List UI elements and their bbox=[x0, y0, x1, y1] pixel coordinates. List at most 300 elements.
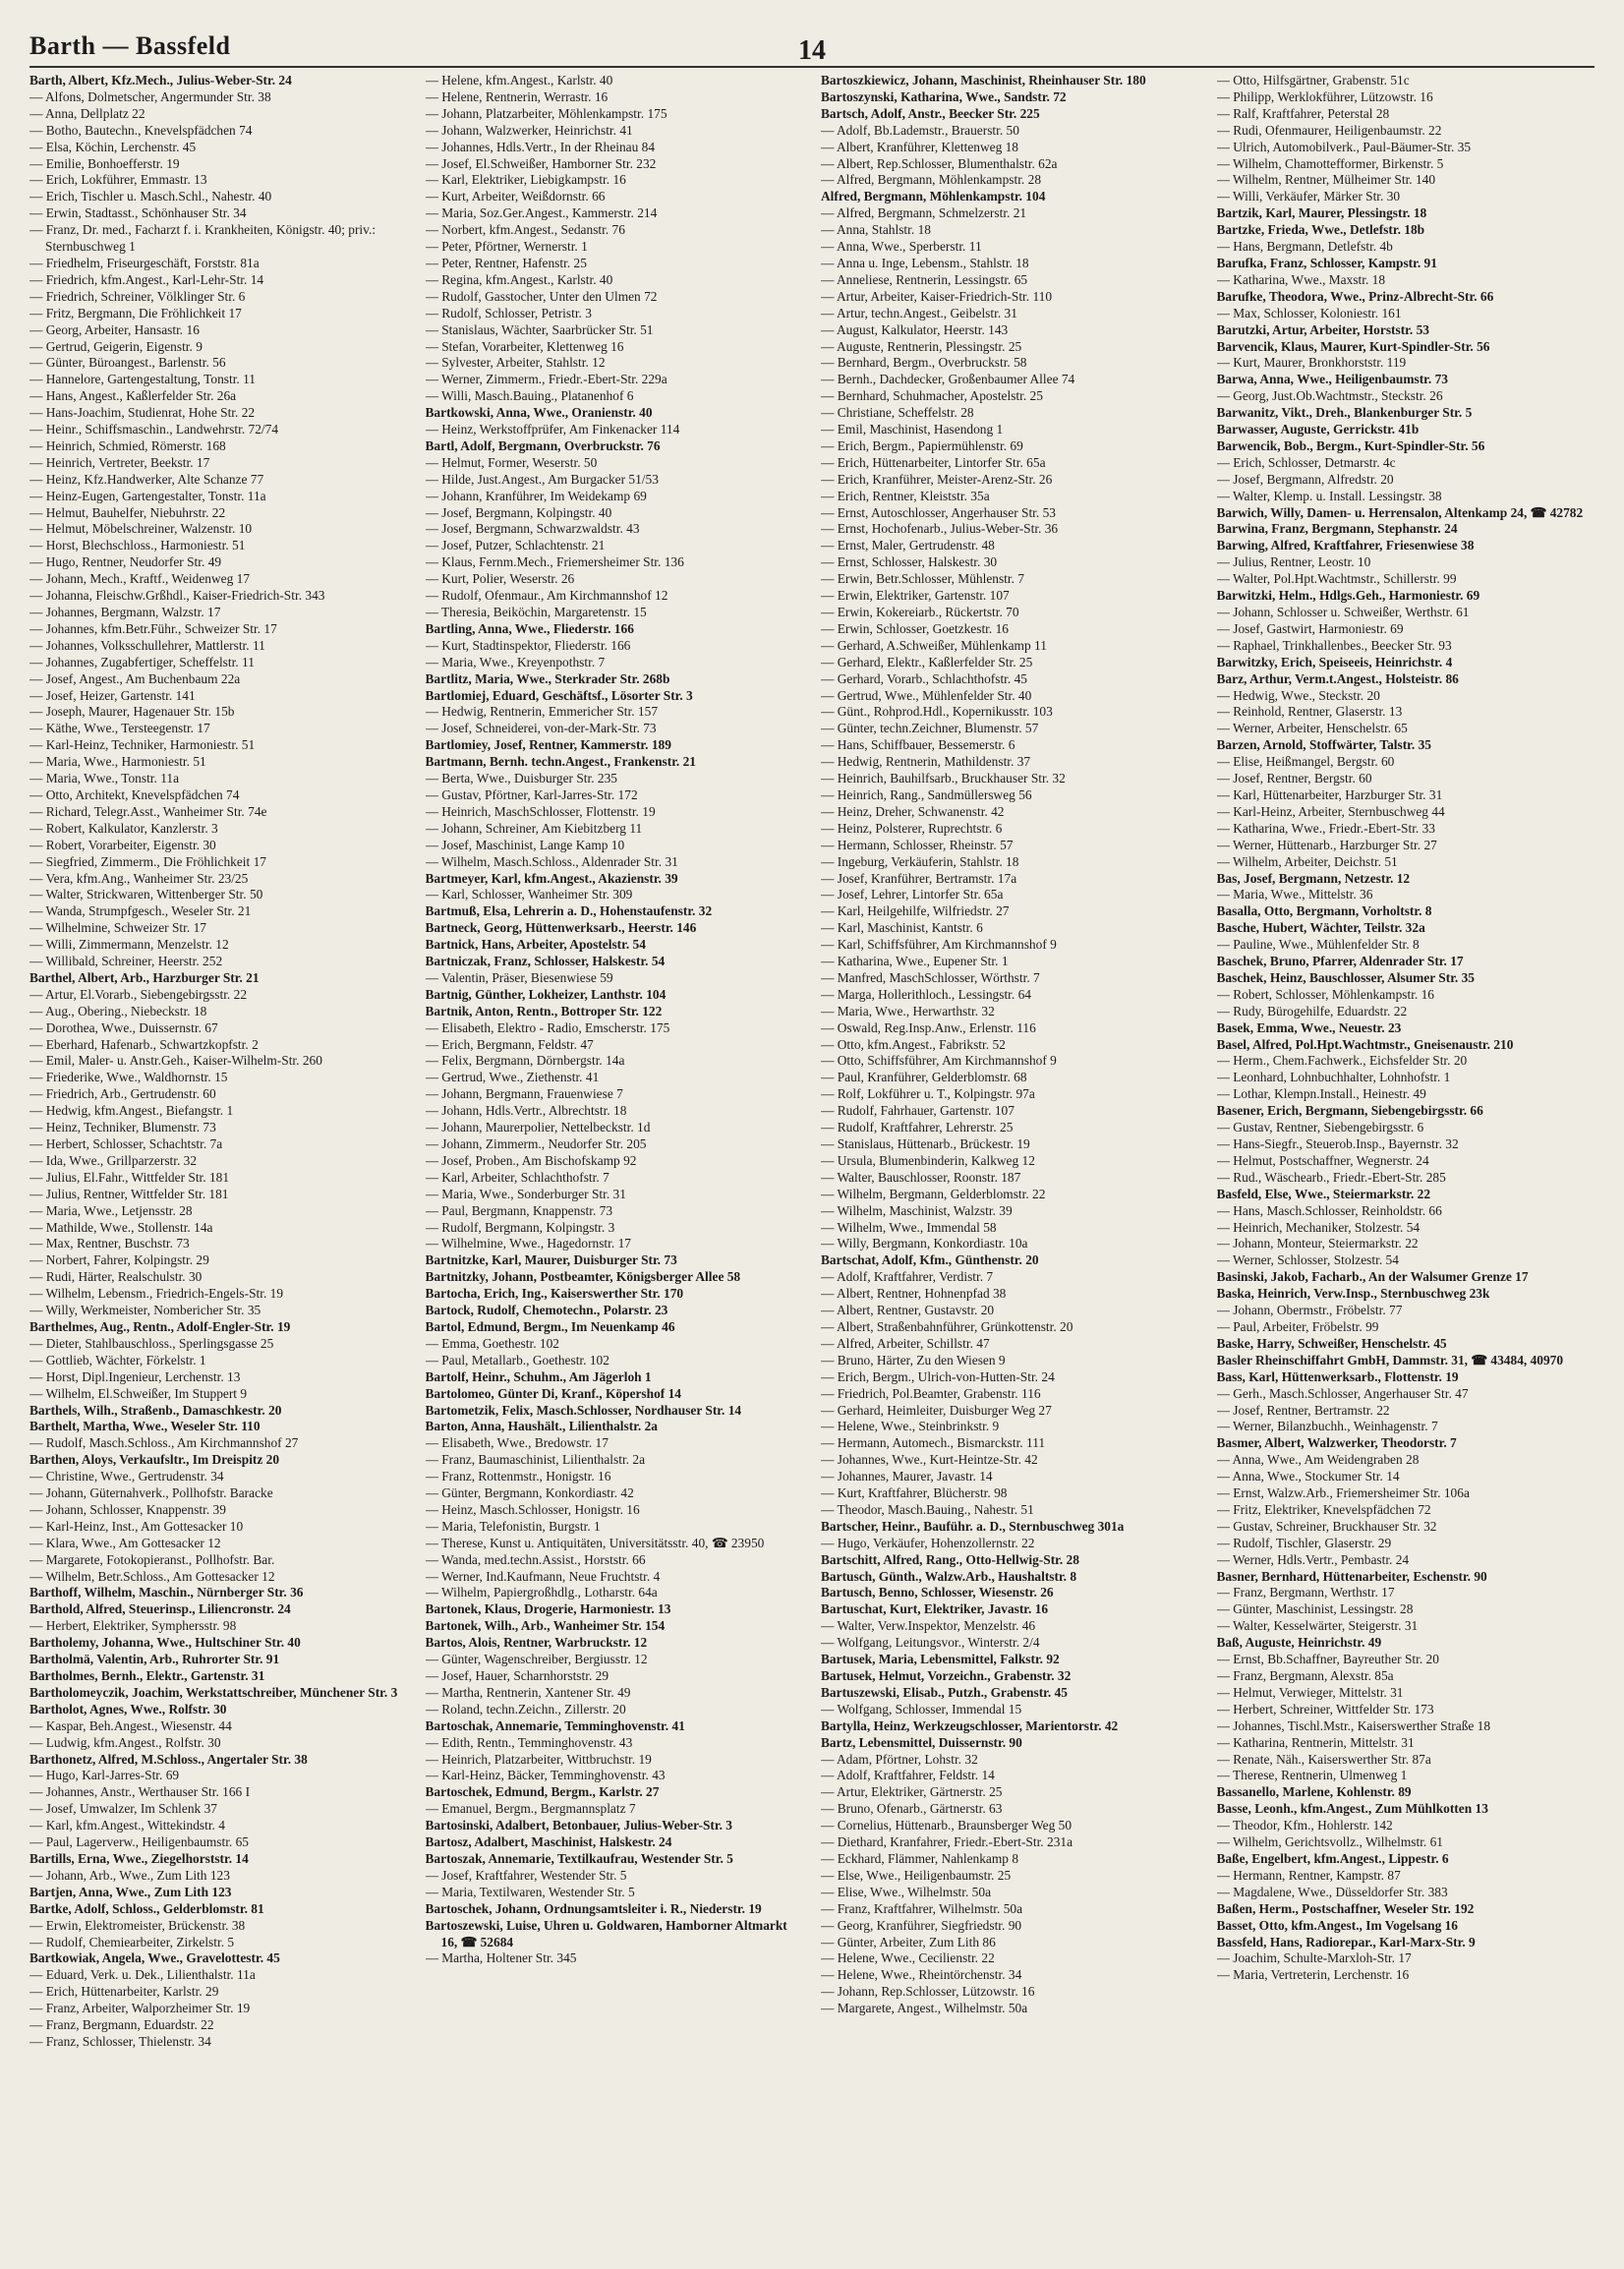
directory-entry: — Rudolf, Gasstocher, Unter den Ulmen 72 bbox=[425, 288, 658, 304]
directory-entry: Bartlomiey, Josef, Rentner, Kammerstr. 189 bbox=[425, 737, 671, 753]
directory-entry: Bartscher, Heinr., Bauführ. a. D., Sternbuschweg 301a bbox=[821, 1518, 1125, 1534]
directory-entry: — Franz, Dr. med., Facharzt f. i. Krankheiten, Königstr. 40; priv.: Sternbuschweg 1 bbox=[29, 222, 377, 255]
directory-entry: Bartoschek, Edmund, Bergm., Karlstr. 27 bbox=[425, 1784, 660, 1800]
directory-entry: — Eberhard, Hafenarb., Schwartzkopfstr. 2 bbox=[29, 1036, 259, 1052]
directory-entry: — Gustav, Rentner, Siebengebirgsstr. 6 bbox=[1216, 1120, 1424, 1135]
directory-entry: — Gertrud, Wwe., Ziethenstr. 41 bbox=[425, 1070, 600, 1085]
directory-entry: — Wilhelm, Bergmann, Gelderblomstr. 22 bbox=[821, 1186, 1046, 1201]
header-rule bbox=[29, 66, 1595, 68]
directory-entry: — Erich, Rentner, Kleiststr. 35a bbox=[821, 488, 990, 503]
directory-entry: — Günt., Rohprod.Hdl., Kopernikusstr. 103 bbox=[821, 704, 1053, 720]
directory-entry: Barwich, Willy, Damen- u. Herrensalon, Altenkamp 24, ☎ 42782 bbox=[1216, 504, 1584, 520]
directory-entry: — Hans-Joachim, Studienrat, Hohe Str. 22 bbox=[29, 405, 256, 421]
directory-entry: — Julius, El.Fahr., Wittfelder Str. 181 bbox=[29, 1169, 230, 1185]
directory-entry: — Christiane, Scheffelstr. 28 bbox=[821, 405, 974, 421]
directory-entry: Bartlomiej, Eduard, Geschäftsf., Lösorter Str. 3 bbox=[425, 687, 693, 703]
directory-entry: — Renate, Näh., Kaiserswerther Str. 87a bbox=[1216, 1751, 1431, 1767]
directory-entry: — Johann, Güternahverk., Pollhofstr. Baracke bbox=[29, 1485, 273, 1501]
directory-entry: Bartonek, Wilh., Arb., Wanheimer Str. 154 bbox=[425, 1618, 666, 1634]
directory-entry: — Gottlieb, Wächter, Förkelstr. 1 bbox=[29, 1352, 206, 1367]
directory-entry: Bartschat, Adolf, Kfm., Günthenstr. 20 bbox=[821, 1252, 1039, 1268]
directory-entry: — Josef, Bergmann, Alfredstr. 20 bbox=[1216, 471, 1394, 487]
directory-entry: — Franz, Bergmann, Eduardstr. 22 bbox=[29, 2017, 214, 2033]
directory-entry: — Dorothea, Wwe., Duissernstr. 67 bbox=[29, 1019, 218, 1035]
directory-entry: — Anna, Wwe., Stockumer Str. 14 bbox=[1216, 1469, 1400, 1484]
directory-entry: Bartholmä, Valentin, Arb., Ruhrorter Str. 91 bbox=[29, 1652, 280, 1667]
directory-entry: — Wilhelm, Betr.Schloss., Am Gottesacker 12 bbox=[29, 1568, 275, 1584]
directory-entry: — Erich, Kranführer, Meister-Arenz-Str. 26 bbox=[821, 471, 1053, 487]
directory-entry: — Martha, Rentnerin, Xantener Str. 49 bbox=[425, 1684, 631, 1700]
directory-entry: — Kaspar, Beh.Angest., Wiesenstr. 44 bbox=[29, 1717, 232, 1733]
directory-entry: — Heinz, Kfz.Handwerker, Alte Schanze 77 bbox=[29, 471, 264, 487]
directory-entry: — Ernst, Bb.Schaffner, Bayreuther Str. 20 bbox=[1216, 1652, 1439, 1667]
directory-entry: Bartholomeyczik, Joachim, Werkstattschreiber, Münchener Str. 3 bbox=[29, 1684, 398, 1700]
directory-entry: — Anna, Wwe., Sperberstr. 11 bbox=[821, 239, 982, 255]
directory-entry: — Josef, Putzer, Schlachtenstr. 21 bbox=[425, 538, 606, 553]
directory-entry: — Walter, Pol.Hpt.Wachtmstr., Schillerstr. 99 bbox=[1216, 571, 1457, 587]
directory-entry: — Karl, Hüttenarbeiter, Harzburger Str. 31 bbox=[1216, 786, 1443, 802]
directory-entry: — Elisabeth, Wwe., Bredowstr. 17 bbox=[425, 1435, 609, 1451]
directory-entry: — Kurt, Polier, Weserstr. 26 bbox=[425, 571, 575, 587]
directory-entry: — Albert, Rentner, Gustavstr. 20 bbox=[821, 1303, 995, 1318]
directory-entry: — Werner, Ind.Kaufmann, Neue Fruchtstr. 4 bbox=[425, 1568, 661, 1584]
directory-entry: — Karl-Heinz, Techniker, Harmoniestr. 51 bbox=[29, 737, 256, 753]
directory-entry: — Martha, Holtener Str. 345 bbox=[425, 1950, 577, 1966]
directory-entry: — Anneliese, Rentnerin, Lessingstr. 65 bbox=[821, 271, 1028, 287]
directory-entry: — Anna, Stahlstr. 18 bbox=[821, 222, 931, 238]
directory-entry: — Fritz, Elektriker, Knevelspfädchen 72 bbox=[1216, 1501, 1431, 1517]
directory-entry: — Erwin, Schlosser, Goetzkestr. 16 bbox=[821, 620, 1009, 636]
directory-entry: Bassanello, Marlene, Kohlenstr. 89 bbox=[1216, 1784, 1412, 1800]
directory-entry: — Bruno, Härter, Zu den Wiesen 9 bbox=[821, 1352, 1006, 1367]
directory-entry: — Erich, Bergmann, Feldstr. 47 bbox=[425, 1036, 594, 1052]
directory-entry: — Karl-Heinz, Arbeiter, Sternbuschweg 44 bbox=[1216, 803, 1445, 819]
directory-entry: — Alfred, Bergmann, Schmelzerstr. 21 bbox=[821, 205, 1027, 221]
directory-entry: — Herbert, Schlosser, Schachtstr. 7a bbox=[29, 1136, 223, 1151]
directory-entry: — August, Kalkulator, Heerstr. 143 bbox=[821, 321, 1009, 337]
directory-entry: — Josef, Bergmann, Kolpingstr. 40 bbox=[425, 504, 612, 520]
directory-entry: — Wilhelm, Gerichtsvollz., Wilhelmstr. 61 bbox=[1216, 1834, 1444, 1850]
directory-entry: — Erich, Tischler u. Masch.Schl., Nahestr. 40 bbox=[29, 189, 272, 204]
directory-entry: — Franz, Bergmann, Werthstr. 17 bbox=[1216, 1585, 1395, 1600]
directory-columns bbox=[29, 73, 1595, 2251]
directory-entry: — Hedwig, Rentnerin, Emmericher Str. 157 bbox=[425, 704, 659, 720]
directory-entry: — Albert, Straßenbahnführer, Grünkottenstr. 20 bbox=[821, 1318, 1073, 1334]
directory-entry: — Otto, Schiffsführer, Am Kirchmannshof 9 bbox=[821, 1053, 1057, 1069]
directory-entry: Bartholemy, Johanna, Wwe., Hultschiner Str. 40 bbox=[29, 1635, 301, 1651]
directory-entry: — Karl, kfm.Angest., Wittekindstr. 4 bbox=[29, 1818, 225, 1833]
directory-entry: Bartmuß, Elsa, Lehrerin a. D., Hohenstaufenstr. 32 bbox=[425, 903, 713, 919]
directory-entry: Basener, Erich, Bergmann, Siebengebirgsstr. 66 bbox=[1216, 1103, 1483, 1119]
directory-entry: — Maria, Vertreterin, Lerchenstr. 16 bbox=[1216, 1967, 1410, 1983]
directory-entry: Bartocha, Erich, Ing., Kaiserswerther Str. 170 bbox=[425, 1286, 684, 1302]
directory-entry: Bartills, Erna, Wwe., Ziegelhorststr. 14 bbox=[29, 1850, 249, 1866]
directory-entry: — Oswald, Reg.Insp.Anw., Erlenstr. 116 bbox=[821, 1019, 1036, 1035]
directory-entry: Bartjen, Anna, Wwe., Zum Lith 123 bbox=[29, 1884, 232, 1899]
directory-entry: — Klara, Wwe., Am Gottesacker 12 bbox=[29, 1535, 221, 1550]
directory-entry: Barvencik, Klaus, Maurer, Kurt-Spindler-Str. 56 bbox=[1216, 338, 1490, 354]
directory-entry: — Heinrich, Platzarbeiter, Wittbruchstr. 19 bbox=[425, 1751, 652, 1767]
directory-entry: — Ernst, Walzw.Arb., Friemersheimer Str. 106a bbox=[1216, 1485, 1470, 1501]
directory-entry: — Friedhelm, Friseurgeschäft, Forststr. 81a bbox=[29, 255, 260, 270]
directory-entry: Bartnitzky, Johann, Postbeamter, Königsberger Allee 58 bbox=[425, 1269, 741, 1285]
directory-entry: — Erich, Hüttenarbeiter, Karlstr. 29 bbox=[29, 1984, 219, 2000]
directory-entry: Bartneck, Georg, Hüttenwerksarb., Heerstr. 146 bbox=[425, 920, 697, 936]
directory-entry: Barthels, Wilh., Straßenb., Damaschkestr. 20 bbox=[29, 1402, 282, 1418]
directory-entry: — Rudolf, Bergmann, Kolpingstr. 3 bbox=[425, 1219, 615, 1235]
directory-entry: — Hans, Masch.Schlosser, Reinholdstr. 66 bbox=[1216, 1202, 1442, 1218]
directory-entry: — Hugo, Rentner, Neudorfer Str. 49 bbox=[29, 554, 222, 570]
directory-entry: — Josef, Bergmann, Schwarzwaldstr. 43 bbox=[425, 521, 640, 537]
directory-entry: — Gustav, Schreiner, Bruckhauser Str. 32 bbox=[1216, 1518, 1437, 1534]
directory-entry: — Margarete, Fotokopieranst., Pollhofstr. Bar. bbox=[29, 1551, 275, 1567]
directory-entry: — Erwin, Stadtasst., Schönhauser Str. 34 bbox=[29, 205, 247, 221]
directory-entry: — Heinrich, Rang., Sandmüllersweg 56 bbox=[821, 786, 1032, 802]
directory-entry: Bartniczak, Franz, Schlosser, Halskestr. 54 bbox=[425, 954, 666, 969]
directory-entry: — Maria, Wwe., Sonderburger Str. 31 bbox=[425, 1186, 626, 1201]
directory-entry: — Albert, Rep.Schlosser, Blumenthalstr. 62a bbox=[821, 155, 1058, 171]
directory-entry: Bartlitz, Maria, Wwe., Sterkrader Str. 268b bbox=[425, 670, 670, 686]
directory-entry: Barwencik, Bob., Bergm., Kurt-Spindler-Str. 56 bbox=[1216, 437, 1485, 453]
directory-entry: — Johannes, Volksschullehrer, Mattlerstr. 11 bbox=[29, 637, 265, 653]
directory-entry: Bartzke, Frieda, Wwe., Detlefstr. 18b bbox=[1216, 222, 1425, 238]
directory-entry: — Theresia, Beiköchin, Margaretenstr. 15 bbox=[425, 605, 647, 619]
directory-entry: — Maria, Wwe., Tonstr. 11a bbox=[29, 771, 180, 786]
directory-entry: Barutzki, Artur, Arbeiter, Horststr. 53 bbox=[1216, 321, 1429, 337]
directory-entry: — Heinz, Polsterer, Ruprechtstr. 6 bbox=[821, 820, 1003, 836]
directory-entry: — Günter, techn.Zeichner, Blumenstr. 57 bbox=[821, 721, 1039, 736]
directory-entry: — Rudi, Härter, Realschulstr. 30 bbox=[29, 1269, 203, 1285]
directory-entry: — Rudolf, Ofenmaur., Am Kirchmannshof 12 bbox=[425, 588, 668, 604]
directory-entry: — Willi, Masch.Bauing., Platanenhof 6 bbox=[425, 388, 634, 404]
directory-entry: — Auguste, Rentnerin, Plessingstr. 25 bbox=[821, 338, 1022, 354]
directory-entry: — Ernst, Schlosser, Halskestr. 30 bbox=[821, 554, 998, 570]
directory-entry: — Heinz, Masch.Schlosser, Honigstr. 16 bbox=[425, 1501, 640, 1517]
directory-entry: — Wilhelm, Rentner, Mülheimer Str. 140 bbox=[1216, 172, 1436, 188]
directory-entry: Basse, Leonh., kfm.Angest., Zum Mühlkotten 13 bbox=[1216, 1801, 1488, 1817]
directory-entry: — Karl, Maschinist, Kantstr. 6 bbox=[821, 920, 983, 936]
directory-entry: — Werner, Arbeiter, Henschelstr. 65 bbox=[1216, 721, 1408, 736]
directory-entry: Bartuschat, Kurt, Elektriker, Javastr. 16 bbox=[821, 1601, 1049, 1617]
directory-entry: Bartnick, Hans, Arbeiter, Apostelstr. 54 bbox=[425, 937, 646, 953]
directory-entry: — Friedrich, Schreiner, Völklinger Str. 6 bbox=[29, 288, 246, 304]
directory-entry: — Josef, Umwalzer, Im Schlenk 37 bbox=[29, 1801, 217, 1817]
directory-entry: — Bernh., Dachdecker, Großenbaumer Allee 74 bbox=[821, 372, 1075, 387]
directory-entry: — Regina, kfm.Angest., Karlstr. 40 bbox=[425, 271, 613, 287]
directory-entry: Basner, Bernhard, Hüttenarbeiter, Eschenstr. 90 bbox=[1216, 1568, 1487, 1584]
directory-entry: — Josef, Gastwirt, Harmoniestr. 69 bbox=[1216, 620, 1404, 636]
directory-entry: — Willibald, Schreiner, Heerstr. 252 bbox=[29, 954, 223, 969]
directory-entry: — Erich, Bergm., Ulrich-von-Hutten-Str. 24 bbox=[821, 1368, 1055, 1384]
directory-entry: — Maria, Soz.Ger.Angest., Kammerstr. 214 bbox=[425, 205, 658, 221]
directory-entry: — Hermann, Automech., Bismarckstr. 111 bbox=[821, 1435, 1046, 1451]
directory-entry: — Willi, Verkäufer, Märker Str. 30 bbox=[1216, 189, 1401, 204]
directory-entry: — Erich, Schlosser, Detmarstr. 4c bbox=[1216, 454, 1396, 470]
directory-entry: — Hannelore, Gartengestaltung, Tonstr. 11 bbox=[29, 372, 256, 387]
directory-entry: — Emilie, Bonhoefferstr. 19 bbox=[29, 155, 180, 171]
directory-entry: — Johannes, Zugabfertiger, Scheffelstr. 11 bbox=[29, 654, 255, 669]
directory-entry: — Günter, Maschinist, Lessingstr. 28 bbox=[1216, 1601, 1414, 1617]
directory-entry: — Johann, Mech., Kraftf., Weidenweg 17 bbox=[29, 571, 251, 587]
directory-entry: — Maria, Textilwaren, Westender Str. 5 bbox=[425, 1884, 635, 1899]
directory-entry: Barwina, Franz, Bergmann, Stephanstr. 24 bbox=[1216, 521, 1458, 537]
directory-entry: — Friedrich, Pol.Beamter, Grabenstr. 116 bbox=[821, 1385, 1041, 1401]
directory-entry: — Günter, Wagenschreiber, Bergiusstr. 12 bbox=[425, 1652, 648, 1667]
directory-entry: — Johann, Kranführer, Im Weidekamp 69 bbox=[425, 488, 647, 503]
directory-entry: — Josef, Angest., Am Buchenbaum 22a bbox=[29, 670, 241, 686]
directory-entry: — Hermann, Schlosser, Rheinstr. 57 bbox=[821, 837, 1014, 852]
directory-entry: — Gerhard, Vorarb., Schlachthofstr. 45 bbox=[821, 670, 1027, 686]
directory-entry: — Adolf, Kraftfahrer, Verdistr. 7 bbox=[821, 1269, 994, 1285]
directory-entry: Bartling, Anna, Wwe., Fliederstr. 166 bbox=[425, 620, 634, 636]
directory-entry: — Rudolf, Chemiearbeiter, Zirkelstr. 5 bbox=[29, 1934, 235, 1949]
directory-entry: Bartusek, Maria, Lebensmittel, Falkstr. 92 bbox=[821, 1652, 1060, 1667]
directory-entry: — Therese, Rentnerin, Ulmenweg 1 bbox=[1216, 1768, 1408, 1783]
directory-entry: Baska, Heinrich, Verw.Insp., Sternbuschweg 23k bbox=[1216, 1286, 1490, 1302]
directory-entry: — Hedwig, kfm.Angest., Biefangstr. 1 bbox=[29, 1103, 234, 1119]
directory-entry: — Johanna, Fleischw.Grßhdl., Kaiser-Friedrich-Str. 343 bbox=[29, 588, 325, 604]
directory-entry: — Karl, Heilgehilfe, Wilfriedstr. 27 bbox=[821, 903, 1010, 919]
directory-entry: — Erwin, Betr.Schlosser, Mühlenstr. 7 bbox=[821, 571, 1025, 587]
directory-entry: — Anna u. Inge, Lebensm., Stahlstr. 18 bbox=[821, 255, 1029, 270]
directory-entry: — Wilhelm, Chamottefformer, Birkenstr. 5 bbox=[1216, 155, 1444, 171]
directory-entry: — Josef, Rentner, Bergstr. 60 bbox=[1216, 771, 1372, 786]
directory-entry: — Heinrich, Vertreter, Beekstr. 17 bbox=[29, 454, 210, 470]
directory-entry: — Julius, Rentner, Leostr. 10 bbox=[1216, 554, 1371, 570]
directory-entry: Barzen, Arnold, Stoffwärter, Talstr. 35 bbox=[1216, 737, 1431, 753]
directory-entry: — Franz, Arbeiter, Walporzheimer Str. 19 bbox=[29, 2001, 251, 2016]
directory-entry: — Dieter, Stahlbauschloss., Sperlingsgasse 25 bbox=[29, 1335, 274, 1351]
directory-entry: — Otto, kfm.Angest., Fabrikstr. 52 bbox=[821, 1036, 1006, 1052]
directory-entry: — Wilhelmine, Schweizer Str. 17 bbox=[29, 920, 206, 936]
directory-entry: — Erich, Lokführer, Emmastr. 13 bbox=[29, 172, 207, 188]
directory-entry: Bartylla, Heinz, Werkzeugschlosser, Marientorstr. 42 bbox=[821, 1717, 1119, 1733]
directory-entry: Baße, Engelbert, kfm.Angest., Lippestr. 6 bbox=[1216, 1850, 1449, 1866]
directory-entry: — Richard, Telegr.Asst., Wanheimer Str. 74e bbox=[29, 803, 267, 819]
directory-entry: — Walter, Klemp. u. Install. Lessingstr. 38 bbox=[1216, 488, 1442, 503]
directory-entry: Bartolf, Heinr., Schuhm., Am Jägerloh 1 bbox=[425, 1368, 652, 1384]
directory-entry: — Franz, Kraftfahrer, Wilhelmstr. 50a bbox=[821, 1900, 1023, 1916]
directory-entry: — Johann, Monteur, Steiermarkstr. 22 bbox=[1216, 1236, 1419, 1251]
directory-entry: — Erwin, Elektromeister, Brückenstr. 38 bbox=[29, 1917, 246, 1933]
directory-entry: — Christine, Wwe., Gertrudenstr. 34 bbox=[29, 1469, 224, 1484]
directory-entry: — Hans, Schiffbauer, Bessemerstr. 6 bbox=[821, 737, 1015, 753]
directory-entry: Baßen, Herm., Postschaffner, Weseler Str. 192 bbox=[1216, 1900, 1475, 1916]
directory-entry: — Ulrich, Automobilverk., Paul-Bäumer-Str. 35 bbox=[1216, 139, 1472, 154]
directory-entry: — Julius, Rentner, Wittfelder Str. 181 bbox=[29, 1186, 229, 1201]
directory-entry: — Johannes, Anstr., Werthauser Str. 166 I bbox=[29, 1784, 251, 1800]
directory-entry: — Johannes, Bergmann, Walzstr. 17 bbox=[29, 605, 221, 619]
directory-entry: — Roland, techn.Zeichn., Zillerstr. 20 bbox=[425, 1701, 626, 1716]
directory-entry: Basek, Emma, Wwe., Neuestr. 23 bbox=[1216, 1019, 1402, 1035]
directory-entry: — Josef, Kranführer, Bertramstr. 17a bbox=[821, 870, 1017, 886]
directory-entry: Bartusch, Benno, Schlosser, Wiesenstr. 26 bbox=[821, 1585, 1054, 1600]
directory-entry: — Johann, Maurerpolier, Nettelbeckstr. 1d bbox=[425, 1120, 651, 1135]
directory-entry: — Werner, Schlosser, Stolzestr. 54 bbox=[1216, 1252, 1399, 1268]
directory-entry: — Stanislaus, Hüttenarb., Brückestr. 19 bbox=[821, 1136, 1030, 1151]
directory-entry: — Helene, Wwe., Cecilienstr. 22 bbox=[821, 1950, 995, 1966]
directory-entry: — Norbert, Fahrer, Kolpingstr. 29 bbox=[29, 1252, 209, 1268]
directory-entry: — Botho, Bautechn., Knevelspfädchen 74 bbox=[29, 122, 253, 138]
directory-entry: — Otto, Architekt, Knevelspfädchen 74 bbox=[29, 786, 240, 802]
directory-entry: Barz, Arthur, Verm.t.Angest., Holsteistr. 86 bbox=[1216, 670, 1459, 686]
directory-entry: Bartoszynski, Katharina, Wwe., Sandstr. 72 bbox=[821, 88, 1067, 104]
directory-entry: — Aug., Obering., Niebeckstr. 18 bbox=[29, 1003, 207, 1018]
directory-entry: Bartoschek, Johann, Ordnungsamtsleiter i. R., Niederstr. 19 bbox=[425, 1900, 762, 1916]
directory-entry: — Ursula, Blumenbinderin, Kalkweg 12 bbox=[821, 1152, 1035, 1168]
directory-entry: Bartke, Adolf, Schloss., Gelderblomstr. 81 bbox=[29, 1900, 264, 1916]
directory-entry: Bartnig, Günther, Lokheizer, Lanthstr. 104 bbox=[425, 986, 667, 1002]
directory-entry: Barwitzki, Helm., Hdlgs.Geh., Harmoniestr. 69 bbox=[1216, 588, 1480, 604]
directory-entry: — Ida, Wwe., Grillparzerstr. 32 bbox=[29, 1152, 198, 1168]
directory-entry: — Berta, Wwe., Duisburger Str. 235 bbox=[425, 771, 618, 786]
directory-entry: — Josef, Rentner, Bertramstr. 22 bbox=[1216, 1402, 1390, 1418]
directory-entry: — Elsa, Köchin, Lerchenstr. 45 bbox=[29, 139, 197, 154]
directory-entry: — Ingeburg, Verkäuferin, Stahlstr. 18 bbox=[821, 853, 1019, 869]
directory-entry: Basel, Alfred, Pol.Hpt.Wachtmstr., Gneisenaustr. 210 bbox=[1216, 1036, 1514, 1052]
directory-entry: Bartosz, Adalbert, Maschinist, Halskestr. 24 bbox=[425, 1834, 672, 1850]
directory-entry: — Franz, Bergmann, Alexstr. 85a bbox=[1216, 1668, 1394, 1683]
directory-entry: Bartoszewski, Luise, Uhren u. Goldwaren, Hamborner Altmarkt 16, ☎ 52684 bbox=[425, 1917, 787, 1949]
directory-entry: — Maria, Wwe., Letjensstr. 28 bbox=[29, 1202, 193, 1218]
directory-entry: — Helmut, Bauhelfer, Niebuhrstr. 22 bbox=[29, 504, 226, 520]
directory-entry: — Karl-Heinz, Inst., Am Gottesacker 10 bbox=[29, 1518, 244, 1534]
directory-entry: — Helene, Wwe., Rheintörchenstr. 34 bbox=[821, 1967, 1022, 1983]
directory-entry: — Sylvester, Arbeiter, Stahlstr. 12 bbox=[425, 355, 606, 371]
directory-entry: — Rolf, Lokführer u. T., Kolpingstr. 97a bbox=[821, 1086, 1035, 1102]
directory-entry: — Johann, Schreiner, Am Kiebitzberg 11 bbox=[425, 820, 643, 836]
directory-entry: — Peter, Rentner, Hafenstr. 25 bbox=[425, 255, 587, 270]
directory-entry: — Philipp, Werklokführer, Lützowstr. 16 bbox=[1216, 88, 1433, 104]
directory-entry: — Franz, Schlosser, Thielenstr. 34 bbox=[29, 2033, 211, 2049]
directory-entry: — Erich, Bergm., Papiermühlenstr. 69 bbox=[821, 437, 1023, 453]
directory-entry: — Reinhold, Rentner, Glaserstr. 13 bbox=[1216, 704, 1403, 720]
directory-column-4 bbox=[1217, 73, 1595, 2251]
directory-entry: — Heinz, Werkstoffprüfer, Am Finkenacker 114 bbox=[425, 422, 680, 437]
directory-entry: Baschek, Heinz, Bauschlosser, Alsumer Str. 35 bbox=[1216, 969, 1476, 985]
directory-entry: — Günter, Arbeiter, Zum Lith 86 bbox=[821, 1934, 996, 1949]
directory-entry: — Hugo, Verkäufer, Hohenzollernstr. 22 bbox=[821, 1535, 1035, 1550]
directory-entry: — Josef, Heizer, Gartenstr. 141 bbox=[29, 687, 196, 703]
directory-entry: — Manfred, MaschSchlosser, Wörthstr. 7 bbox=[821, 969, 1040, 985]
directory-entry: — Georg, Kranführer, Siegfriedstr. 90 bbox=[821, 1917, 1022, 1933]
directory-entry: Bartl, Adolf, Bergmann, Overbruckstr. 76 bbox=[425, 437, 661, 453]
directory-entry: — Katharina, Wwe., Eupener Str. 1 bbox=[821, 954, 1009, 969]
directory-column-2 bbox=[426, 73, 804, 2251]
directory-entry: — Klaus, Fernm.Mech., Friemersheimer Str. 136 bbox=[425, 554, 684, 570]
directory-entry: — Adolf, Bb.Lademstr., Brauerstr. 50 bbox=[821, 122, 1019, 138]
directory-entry: Bas, Josef, Bergmann, Netzestr. 12 bbox=[1216, 870, 1411, 886]
directory-entry: Bartmeyer, Karl, kfm.Angest., Akazienstr. 39 bbox=[425, 870, 678, 886]
directory-entry: — Valentin, Präser, Biesenwiese 59 bbox=[425, 969, 613, 985]
directory-entry: Bartonek, Klaus, Drogerie, Harmoniestr. 13 bbox=[425, 1601, 671, 1617]
directory-entry: Bartholot, Agnes, Wwe., Rolfstr. 30 bbox=[29, 1701, 227, 1716]
directory-entry: — Johann, Hdls.Vertr., Albrechtstr. 18 bbox=[425, 1103, 627, 1119]
directory-entry: Bartoszak, Annemarie, Textilkaufrau, Westender Str. 5 bbox=[425, 1850, 733, 1866]
directory-entry: — Theodor, Masch.Bauing., Nahestr. 51 bbox=[821, 1501, 1034, 1517]
directory-entry: — Wolfgang, Leitungsvor., Winterstr. 2/4 bbox=[821, 1635, 1040, 1651]
directory-entry: — Elise, Wwe., Wilhelmstr. 50a bbox=[821, 1884, 992, 1899]
directory-entry: Bartusek, Helmut, Vorzeichn., Grabenstr. 32 bbox=[821, 1668, 1072, 1683]
directory-entry: Bartoschak, Annemarie, Temminghovenstr. 41 bbox=[425, 1717, 685, 1733]
directory-entry: — Gertrud, Geigerin, Eigenstr. 9 bbox=[29, 338, 203, 354]
directory-entry: — Kurt, Arbeiter, Weißdornstr. 66 bbox=[425, 189, 606, 204]
directory-entry: — Ernst, Autoschlosser, Angerhauser Str. 53 bbox=[821, 504, 1056, 520]
directory-entry: — Helmut, Former, Weserstr. 50 bbox=[425, 454, 598, 470]
directory-entry: — Fritz, Bergmann, Die Fröhlichkeit 17 bbox=[29, 305, 242, 320]
directory-entry: — Rudolf, Tischler, Glaserstr. 29 bbox=[1216, 1535, 1392, 1550]
directory-entry: — Johann, Rep.Schlosser, Lützowstr. 16 bbox=[821, 1984, 1035, 2000]
directory-entry: — Emanuel, Bergm., Bergmannsplatz 7 bbox=[425, 1801, 636, 1817]
directory-entry: — Hans, Bergmann, Detlefstr. 4b bbox=[1216, 239, 1393, 255]
directory-entry: Bartoszkiewicz, Johann, Maschinist, Rheinhauser Str. 180 bbox=[821, 73, 1146, 87]
directory-entry: — Edith, Rentn., Temminghovenstr. 43 bbox=[425, 1734, 633, 1750]
directory-entry: Bartkowiak, Angela, Wwe., Gravelottestr. 45 bbox=[29, 1950, 280, 1966]
directory-entry: — Josef, El.Schweißer, Hamborner Str. 232 bbox=[425, 155, 657, 171]
directory-entry: Baschek, Bruno, Pfarrer, Aldenrader Str. 17 bbox=[1216, 954, 1464, 969]
directory-entry: — Otto, Hilfsgärtner, Grabenstr. 51c bbox=[1216, 73, 1410, 87]
directory-entry: — Ralf, Kraftfahrer, Peterstal 28 bbox=[1216, 105, 1390, 121]
directory-entry: Barthoff, Wilhelm, Maschin., Nürnberger Str. 36 bbox=[29, 1585, 304, 1600]
directory-entry: — Hedwig, Wwe., Steckstr. 20 bbox=[1216, 687, 1380, 703]
directory-entry: — Hermann, Rentner, Kampstr. 87 bbox=[1216, 1867, 1401, 1883]
directory-entry: — Robert, Kalkulator, Kanzlerstr. 3 bbox=[29, 820, 218, 836]
directory-entry: — Walter, Bauschlosser, Roonstr. 187 bbox=[821, 1169, 1021, 1185]
directory-entry: — Gerhard, Heimleiter, Duisburger Weg 27 bbox=[821, 1402, 1052, 1418]
directory-entry: — Heinrich, Mechaniker, Stolzestr. 54 bbox=[1216, 1219, 1421, 1235]
directory-entry: — Heinr., Schiffsmaschin., Landwehrstr. 72/74 bbox=[29, 422, 279, 437]
directory-entry: — Kurt, Maurer, Bronkhorststr. 119 bbox=[1216, 355, 1407, 371]
directory-entry: Baske, Harry, Schweißer, Henschelstr. 45 bbox=[1216, 1335, 1447, 1351]
directory-entry: — Bernhard, Bergm., Overbruckstr. 58 bbox=[821, 355, 1027, 371]
directory-entry: — Elisabeth, Elektro - Radio, Emscherstr. 175 bbox=[425, 1019, 670, 1035]
directory-entry: Barthelmes, Aug., Rentn., Adolf-Engler-Str. 19 bbox=[29, 1318, 291, 1334]
directory-entry: — Maria, Wwe., Kreyenpothstr. 7 bbox=[425, 654, 606, 669]
directory-entry: — Rudolf, Schlosser, Petristr. 3 bbox=[425, 305, 592, 320]
directory-entry: Alfred, Bergmann, Möhlenkampstr. 104 bbox=[821, 189, 1046, 204]
directory-entry: — Helene, Rentnerin, Werrastr. 16 bbox=[425, 88, 609, 104]
directory-entry: — Mathilde, Wwe., Stollenstr. 14a bbox=[29, 1219, 213, 1235]
directory-entry: — Rudolf, Masch.Schloss., Am Kirchmannshof 27 bbox=[29, 1435, 299, 1451]
directory-entry: — Helmut, Verwieger, Mittelstr. 31 bbox=[1216, 1684, 1404, 1700]
directory-entry: Basinski, Jakob, Facharb., An der Walsumer Grenze 17 bbox=[1216, 1269, 1529, 1285]
directory-entry: — Johann, Schlosser u. Schweißer, Werthstr. 61 bbox=[1216, 605, 1470, 619]
directory-entry: — Maria, Wwe., Herwarthstr. 32 bbox=[821, 1003, 995, 1018]
directory-entry: — Karl, Schlosser, Wanheimer Str. 309 bbox=[425, 887, 633, 902]
directory-entry: — Käthe, Wwe., Tersteegenstr. 17 bbox=[29, 721, 210, 736]
directory-entry: Barthel, Albert, Arb., Harzburger Str. 21 bbox=[29, 969, 260, 985]
directory-entry: Basche, Hubert, Wächter, Teilstr. 32a bbox=[1216, 920, 1425, 936]
directory-entry: — Gustav, Pförtner, Karl-Jarres-Str. 172 bbox=[425, 786, 638, 802]
directory-entry: — Johann, Obermstr., Fröbelstr. 77 bbox=[1216, 1303, 1403, 1318]
directory-entry: — Franz, Baumaschinist, Lilienthalstr. 2a bbox=[425, 1452, 646, 1468]
directory-entry: — Johannes, kfm.Betr.Führ., Schweizer Str. 17 bbox=[29, 620, 277, 636]
directory-entry: Barthen, Aloys, Verkaufsltr., Im Dreispitz 20 bbox=[29, 1452, 280, 1468]
directory-entry: Bartz, Lebensmittel, Duissernstr. 90 bbox=[821, 1734, 1022, 1750]
directory-entry: — Paul, Kranführer, Gelderblomstr. 68 bbox=[821, 1070, 1027, 1085]
directory-entry: — Karl, Schiffsführer, Am Kirchmannshof 9 bbox=[821, 937, 1057, 953]
directory-entry: — Heinrich, Schmied, Römerstr. 168 bbox=[29, 437, 226, 453]
directory-entry: — Helene, Wwe., Steinbrinkstr. 9 bbox=[821, 1419, 1000, 1434]
directory-entry: Bartos, Alois, Rentner, Warbruckstr. 12 bbox=[425, 1635, 648, 1651]
directory-entry: — Hans-Siegfr., Steuerob.Insp., Bayernstr. 32 bbox=[1216, 1136, 1459, 1151]
directory-entry: — Ludwig, kfm.Angest., Rolfstr. 30 bbox=[29, 1734, 221, 1750]
directory-entry: — Helmut, Postschaffner, Wegnerstr. 24 bbox=[1216, 1152, 1429, 1168]
directory-entry: — Johann, Arb., Wwe., Zum Lith 123 bbox=[29, 1867, 230, 1883]
directory-entry: — Gerhard, Elektr., Kaßlerfelder Str. 25 bbox=[821, 654, 1033, 669]
directory-entry: — Herm., Chem.Fachwerk., Eichsfelder Str. 20 bbox=[1216, 1053, 1468, 1069]
directory-entry: — Katharina, Wwe., Maxstr. 18 bbox=[1216, 271, 1386, 287]
